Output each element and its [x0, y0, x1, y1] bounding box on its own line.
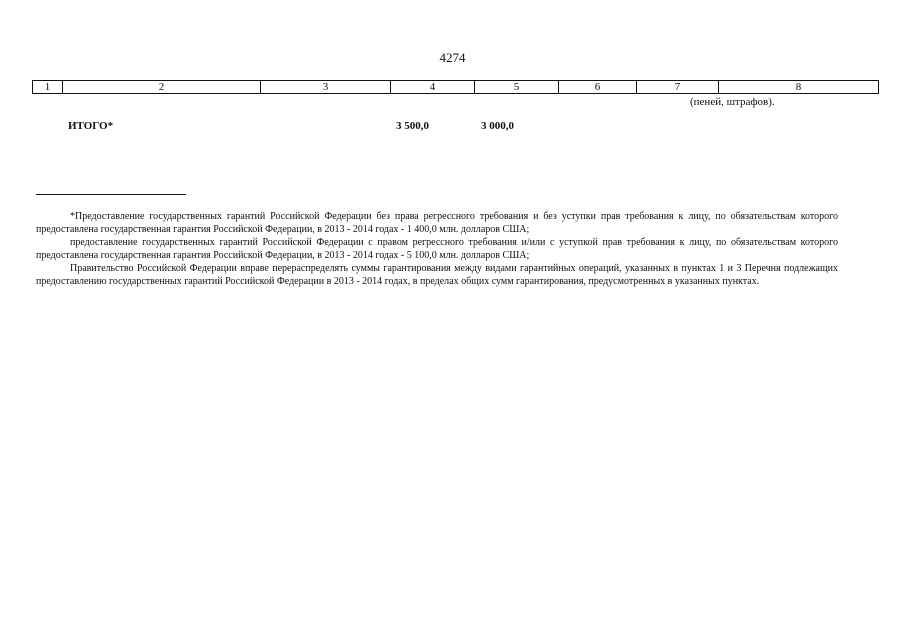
continuation-text: (пеней, штрафов). [690, 96, 775, 108]
total-label: ИТОГО* [68, 120, 114, 132]
footnote-separator [36, 194, 186, 195]
footnotes [36, 210, 838, 288]
column-number-cell: 6 [559, 81, 637, 94]
column-number-cell: 1 [33, 81, 63, 94]
footnote-paragraph: Правительство Российской Федерации вправе перераспределять суммы гарантирования между видами гарантийных операций, указанных в пунктах 1 и 3 Перечня подлежащих предоставлению государственных гарантий Российской Федерации в 2013 - 2014 годах, в пределах общих сумм гарантирования, предусмотренных в указанных пунктах. [36, 263, 838, 287]
column-number-cell: 7 [637, 81, 719, 94]
column-number-cell: 3 [261, 81, 391, 94]
column-number-cell: 4 [391, 81, 475, 94]
column-number-cell: 2 [63, 81, 261, 94]
page-number: 4274 [439, 50, 466, 65]
column-number-row [33, 81, 879, 94]
column-number-cell: 5 [475, 81, 559, 94]
footnote-paragraph: *Предоставление государственных гарантий Российской Федерации без права регрессного требования и без уступки прав требования к лицу, по обязательствам которого предоставлена государственная гарантия Российской Федерации, в 2013 - 2014 годах - 1 400,0 млн. долларов США; [36, 211, 838, 235]
column-number-cell: 8 [719, 81, 879, 94]
total-value-col5: 3 000,0 [481, 120, 514, 132]
column-number-table [32, 80, 879, 94]
footnote-paragraph: предоставление государственных гарантий Российской Федерации с правом регрессного требования и/или с уступкой прав требования к лицу, по обязательствам которого предоставлена государственная гарантия Российской Федерации, в 2013 - 2014 годах - 5 100,0 млн. долларов США; [36, 237, 838, 261]
total-value-col4: 3 500,0 [396, 120, 429, 132]
